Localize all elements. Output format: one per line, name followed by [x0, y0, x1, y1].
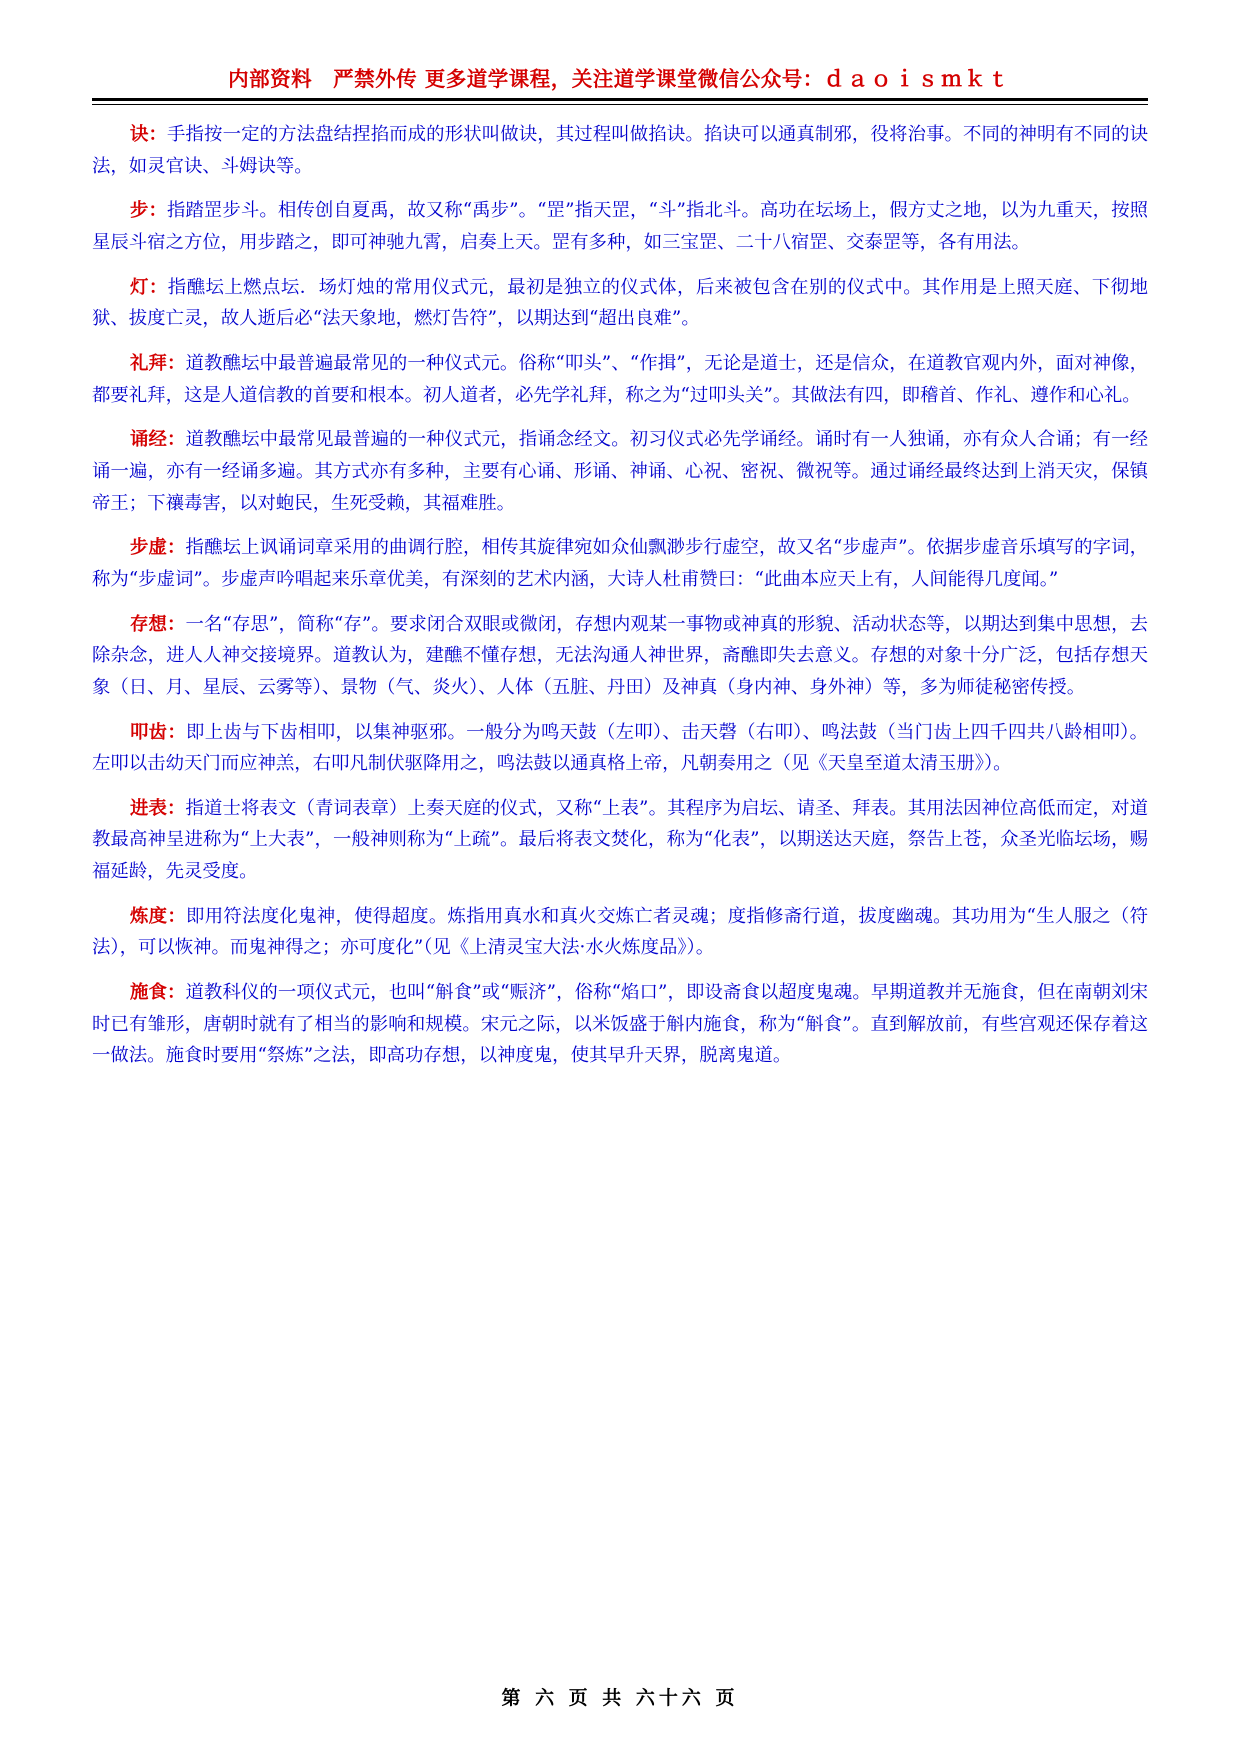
- glossary-entry: [92, 272, 1148, 335]
- glossary-definition: 指醮坛上讽诵词章采用的曲调行腔，相传其旋律宛如众仙飘渺步行虚空，故又名“步虚声”。依据步虚音乐填写的字词，称为“步虚词”。步虚声吟唱起来乐章优美，有深刻的艺术内涵，大诗人杜甫赞曰：“此曲本应天上有，人间能得几度闻。”: [92, 537, 1148, 590]
- glossary-term: 诀：: [130, 124, 168, 145]
- glossary-entry: [92, 793, 1148, 888]
- glossary-definition: 道教醮坛中最常见最普遍的一种仪式元，指诵念经文。初习仪式必先学诵经。诵时有一人独诵，亦有众人合诵；有一经诵一遍，亦有一经诵多遍。其方式亦有多种，主要有心诵、形诵、神诵、心祝、密祝、微祝等。通过诵经最终达到上消天灾，保镇帝王；下禳毒害，以对蚫民，生死受赖，其福难胜。: [92, 429, 1148, 514]
- glossary-term: 诵经：: [130, 429, 186, 451]
- glossary-entry: [92, 424, 1148, 519]
- header-divider: [92, 98, 1148, 105]
- glossary-entry: [92, 901, 1148, 964]
- glossary-term: 步虚：: [130, 537, 186, 559]
- glossary-term: 炼度：: [130, 905, 187, 927]
- glossary-definition: 手指按一定的方法盘结捏掐而成的形状叫做诀，其过程叫做掐诀。掐诀可以通真制邪，役将治事。不同的神明有不同的诀法，如灵官诀、斗姆诀等。: [92, 124, 1148, 177]
- glossary-definition: 道教醮坛中最普遍最常见的一种仪式元。俗称“叩头”、“作揖”，无论是道士，还是信众，在道教官观内外，面对神像，都要礼拜，这是人道信教的首要和根本。初人道者，必先学礼拜，称之为“过叩头关”。其做法有四，即稽首、作礼、遵作和心礼。: [92, 352, 1148, 406]
- page-number-label: 第 六 页 共 六十六 页: [501, 1687, 739, 1709]
- glossary-definition: 指踏罡步斗。相传创自夏禹，故又称“禹步”。“罡”指天罡，“斗”指北斗。高功在坛场上，假方丈之地，以为九重天，按照星辰斗宿之方位，用步踏之，即可神驰九霄，启奏上天。罡有多种，如三宝罡、二十八宿罡、交泰罡等，各有用法。: [92, 200, 1148, 253]
- wechat-account-id: ｄａｏｉｓｍｋｔ: [823, 67, 1012, 91]
- glossary-definition: 指道士将表文（青词表章）上奏天庭的仪式，又称“上表”。其程序为启坛、请圣、拜表。其用法因神位高低而定，对道教最高神呈进称为“上大表”，一般神则称为“上疏”。最后将表文焚化，称为“化表”，以期送达天庭，祭告上苍，众圣光临坛场，赐福延龄，先灵受度。: [92, 797, 1148, 883]
- glossary-definition: 道教科仪的一项仪式元，也叫“斛食”或“赈济”，俗称“焰口”，即设斋食以超度鬼魂。早期道教并无施食，但在南朝刘宋时已有雏形，唐朝时就有了相当的影响和规模。宋元之际，以米饭盛于斛内施食，称为“斛食”。直到解放前，有些宫观还保存着这一做法。施食时要用“祭炼”之法，即高功存想，以神度鬼，使其早升天界，脱离鬼道。: [92, 982, 1148, 1067]
- glossary-term: 步：: [130, 200, 167, 222]
- glossary-entry: [92, 348, 1148, 411]
- glossary-term: 进表：: [130, 797, 186, 819]
- glossary-term: 存想：: [130, 613, 186, 635]
- glossary-entry: [92, 977, 1148, 1072]
- header-notice-text: 内部资料 严禁外传 更多道学课程，关注道学课堂微信公众号：: [228, 67, 824, 91]
- glossary-definition: 即上齿与下齿相叩，以集神驱邪。一般分为鸣天鼓（左叩）、击天磬（右叩）、鸣法鼓（当门齿上四千四共八龄相叩）。左叩以击幼天门而应神羔，右叩凡制伏驱降用之，鸣法鼓以通真格上帝，凡朝奏用之（见《天皇至道太清玉册》）。: [92, 721, 1148, 775]
- page-footer: [0, 1683, 1240, 1710]
- glossary-term: 叩齿：: [130, 721, 187, 743]
- glossary-entry: [92, 532, 1148, 595]
- glossary-entry: [92, 119, 1148, 182]
- glossary-term: 灯：: [130, 276, 168, 298]
- glossary-term: 礼拜：: [130, 352, 186, 374]
- glossary-definition: 指醮坛上燃点坛．场灯烛的常用仪式元，最初是独立的仪式体，后来被包含在别的仪式中。其作用是上照天庭、下彻地狱、拔度亡灵，故人逝后必“法天象地，燃灯告符”，以期达到“超出良难”。: [92, 276, 1148, 330]
- glossary-definition: 即用符法度化鬼神，使得超度。炼指用真水和真火交炼亡者灵魂；度指修斋行道，拔度幽魂。其功用为“生人服之（符法），可以恢神。而鬼神得之；亦可度化”（见《上清灵宝大法·水火炼度品》）。: [92, 905, 1148, 959]
- header-notice-banner: [92, 62, 1148, 98]
- glossary-entry: [92, 609, 1148, 704]
- glossary-term: 施食：: [130, 982, 186, 1004]
- glossary-entry: [92, 195, 1148, 258]
- glossary-definition: 一名“存思”，简称“存”。要求闭合双眼或微闭，存想内观某一事物或神真的形貌、活动状态等，以期达到集中思想，去除杂念，进人人神交接境界。道教认为，建醮不懂存想，无法沟通人神世界，斋醮即失去意义。存想的对象十分广泛，包括存想天象（日、月、星辰、云雾等）、景物（气、炎火）、人体（五脏、丹田）及神真（身内神、身外神）等，多为师徒秘密传授。: [92, 613, 1148, 698]
- glossary-entry: [92, 717, 1148, 780]
- body-content: [92, 119, 1148, 1072]
